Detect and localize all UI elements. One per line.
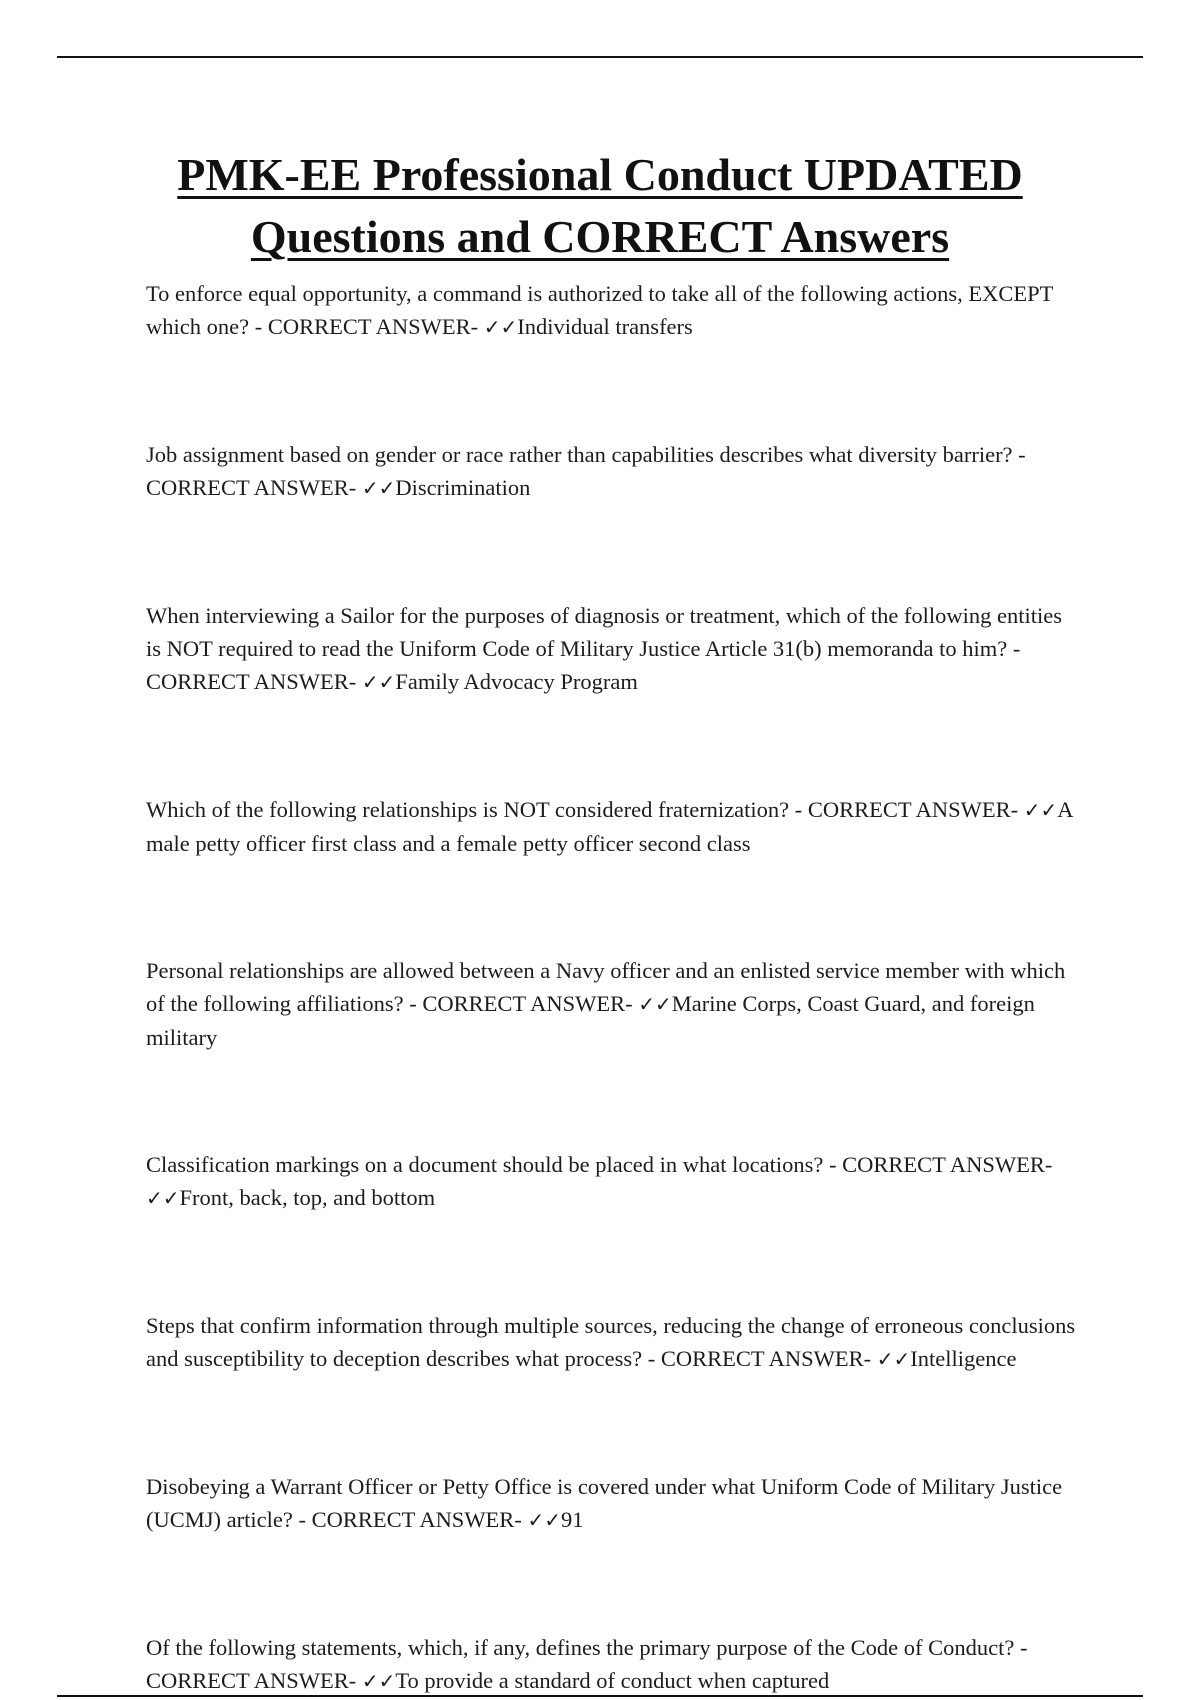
answer-marker: - CORRECT ANSWER- bbox=[146, 442, 1026, 500]
answer-marker: - CORRECT ANSWER- bbox=[789, 797, 1024, 822]
answer-text: Discrimination bbox=[395, 475, 531, 500]
question-text: Steps that confirm information through multiple sources, reducing the change of erroneous conclusions and susceptibility to deception describes what process? bbox=[146, 1313, 1076, 1371]
answer-text: Front, back, top, and bottom bbox=[179, 1185, 436, 1210]
double-check-icon: ✓✓ bbox=[361, 670, 396, 694]
qa-item bbox=[146, 1470, 1076, 1537]
qa-item bbox=[146, 277, 1076, 344]
answer-marker: - CORRECT ANSWER- bbox=[403, 991, 639, 1016]
question-text: Of the following statements, which, if any, defines the primary purpose of the Code of Conduct? bbox=[146, 1635, 1015, 1660]
qa-list bbox=[146, 277, 1076, 1698]
page-title bbox=[100, 144, 1100, 268]
question-text: Disobeying a Warrant Officer or Petty Office is covered under what Uniform Code of Military Justice (UCMJ) article? bbox=[146, 1474, 1063, 1532]
answer-text: To provide a standard of conduct when captured bbox=[395, 1668, 830, 1693]
answer-marker: - CORRECT ANSWER- bbox=[823, 1152, 1053, 1177]
question-text: Which of the following relationships is NOT considered fraternization? bbox=[146, 797, 790, 822]
qa-item bbox=[146, 438, 1076, 505]
question-text: Personal relationships are allowed between a Navy officer and an enlisted service member with which of the following affiliations? bbox=[146, 958, 1066, 1016]
answer-text: Marine Corps, Coast Guard, and foreign military bbox=[146, 991, 1035, 1050]
bottom-rule bbox=[57, 1695, 1143, 1697]
question-text: Classification markings on a document should be placed in what locations? bbox=[146, 1152, 824, 1177]
qa-item bbox=[146, 793, 1076, 860]
qa-item bbox=[146, 1309, 1076, 1376]
top-rule bbox=[57, 56, 1143, 58]
answer-text: Individual transfers bbox=[517, 314, 693, 339]
answer-marker: - CORRECT ANSWER- bbox=[292, 1507, 528, 1532]
title-line-1: PMK-EE Professional Conduct UPDATED bbox=[177, 149, 1023, 200]
double-check-icon: ✓✓ bbox=[361, 476, 396, 500]
title-line-2: Questions and CORRECT Answers bbox=[250, 211, 950, 262]
double-check-icon: ✓✓ bbox=[1023, 798, 1058, 822]
qa-item bbox=[146, 954, 1076, 1054]
double-check-icon: ✓✓ bbox=[483, 315, 518, 339]
answer-text: A male petty officer first class and a female petty officer second class bbox=[146, 797, 1073, 856]
question-text: When interviewing a Sailor for the purposes of diagnosis or treatment, which of the following entities is NOT required to read the Uniform Code of Military Justice Article 31(b) memoranda to him? bbox=[146, 603, 1063, 661]
qa-item bbox=[146, 1148, 1076, 1215]
double-check-icon: ✓✓ bbox=[527, 1508, 561, 1532]
answer-marker: - CORRECT ANSWER- bbox=[146, 636, 1021, 694]
answer-marker: - CORRECT ANSWER- bbox=[642, 1346, 877, 1371]
answer-text: 91 bbox=[560, 1507, 584, 1532]
double-check-icon: ✓✓ bbox=[876, 1347, 911, 1371]
double-check-icon: ✓✓ bbox=[638, 992, 672, 1016]
double-check-icon: ✓✓ bbox=[361, 1669, 396, 1693]
double-check-icon: ✓✓ bbox=[146, 1186, 180, 1210]
answer-marker: - CORRECT ANSWER- bbox=[249, 314, 484, 339]
question-text: Job assignment based on gender or race rather than capabilities describes what diversity barrier? bbox=[146, 442, 1013, 467]
answer-text: Family Advocacy Program bbox=[395, 669, 638, 694]
qa-item bbox=[146, 599, 1076, 699]
qa-item bbox=[146, 1631, 1076, 1698]
question-text: To enforce equal opportunity, a command is authorized to take all of the following actions, EXCEPT which one? bbox=[146, 281, 1053, 339]
answer-text: Intelligence bbox=[910, 1346, 1017, 1371]
answer-marker: - CORRECT ANSWER- bbox=[146, 1635, 1028, 1693]
